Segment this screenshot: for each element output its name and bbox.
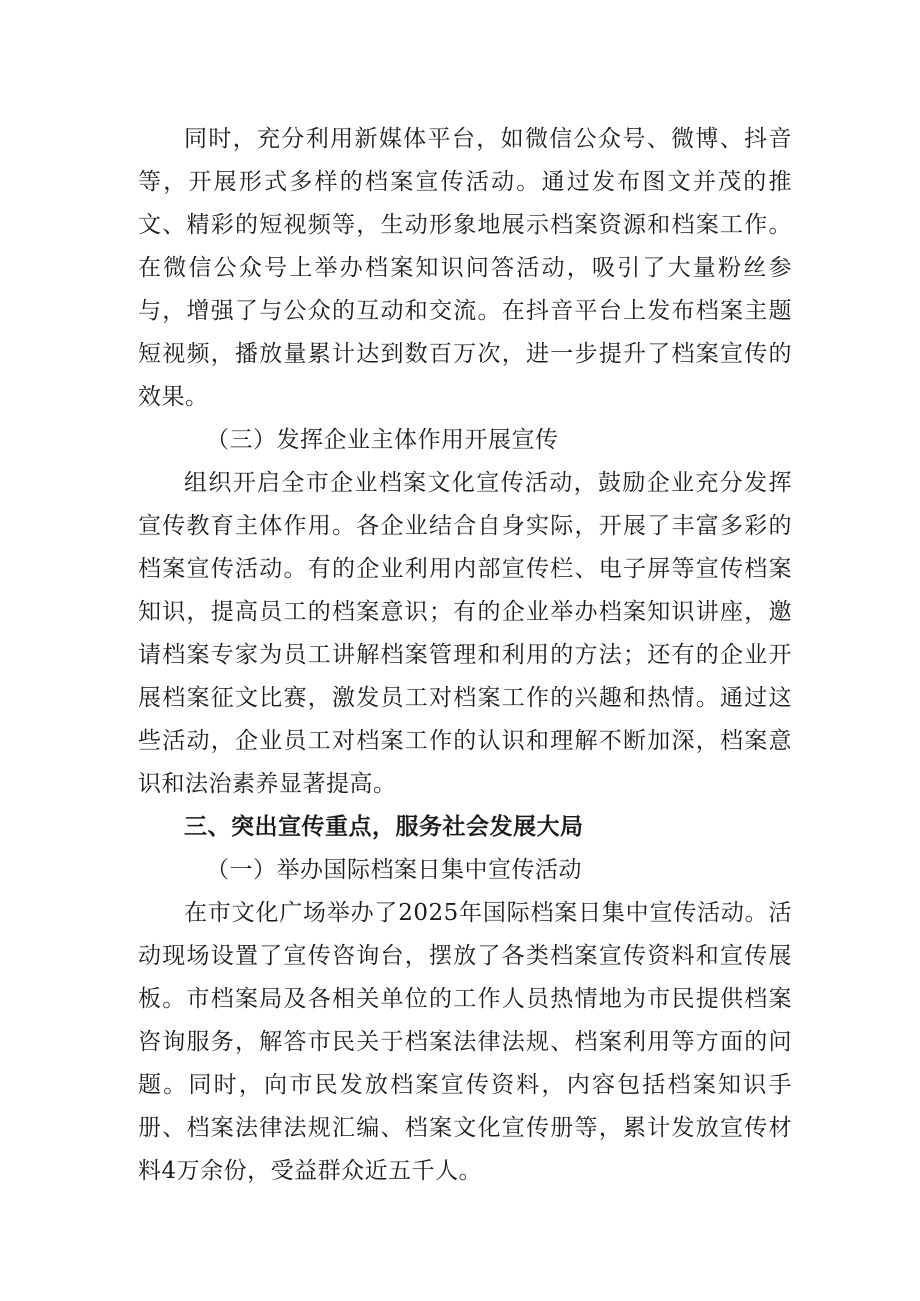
subheading-archives-day: （一）举办国际档案日集中宣传活动	[206, 857, 582, 883]
paragraph-archives-day: 在市文化广场举办了2025年国际档案日集中宣传活动。活动现场设置了宣传咨询台，摆放了各类档案宣传资料和宣传展板。市档案局及各相关单位的工作人员热情地为市民提供档案咨询服务，解答市民关于档案法律法规、档案利用等方面的问题。同时，向市民发放档案宣传资料，内容包括档案知识手册、档案法律法规汇编、档案文化宣传册等，累计发放宣传材料4万余份，受益群众近五千人。	[138, 900, 792, 1184]
section-heading-3: 三、突出宣传重点，服务社会发展大局	[184, 814, 584, 840]
paragraph-new-media: 同时，充分利用新媒体平台，如微信公众号、微博、抖音等，开展形式多样的档案宣传活动。通过发布图文并茂的推文、精彩的短视频等，生动形象地展示档案资源和档案工作。在微信公众号上举办档案知识问答活动，吸引了大量粉丝参与，增强了与公众的互动和交流。在抖音平台上发布档案主题短视频，播放量累计达到数百万次，进一步提升了档案宣传的效果。	[138, 126, 792, 410]
document-body	[138, 118, 792, 1193]
paragraph-enterprise: 组织开启全市企业档案文化宣传活动，鼓励企业充分发挥宣传教育主体作用。各企业结合自身实际，开展了丰富多彩的档案宣传活动。有的企业利用内部宣传栏、电子屏等宣传档案知识，提高员工的档案意识；有的企业举办档案知识讲座，邀请档案专家为员工讲解档案管理和利用的方法；还有的企业开展档案征文比赛，激发员工对档案工作的兴趣和热情。通过这些活动，企业员工对档案工作的认识和理解不断加深，档案意识和法治素养显著提高。	[138, 470, 792, 797]
subheading-enterprise: （三）发挥企业主体作用开展宣传	[206, 427, 559, 453]
